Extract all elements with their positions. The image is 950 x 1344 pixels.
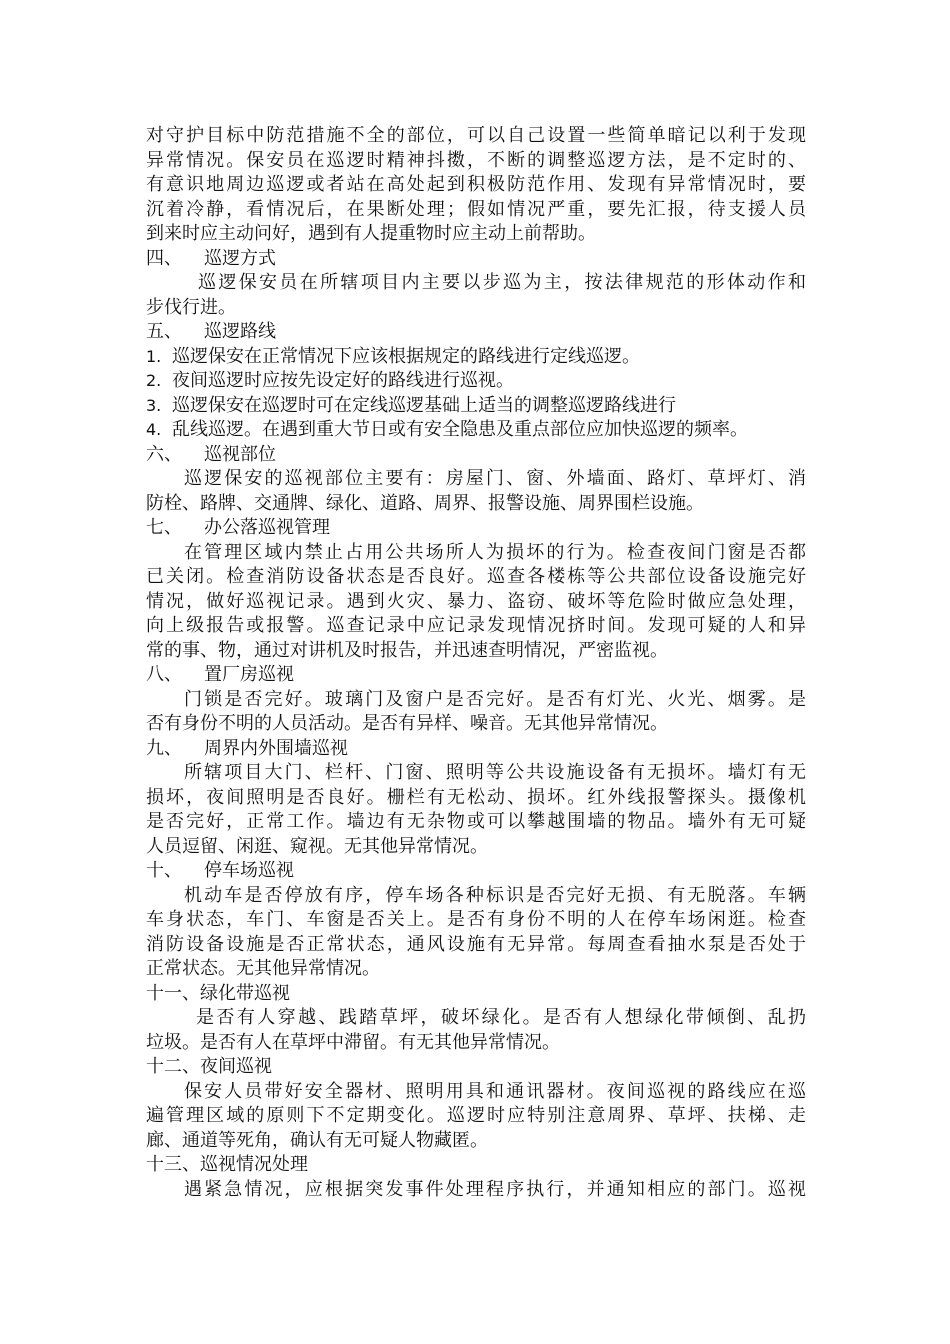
section-title: 停车场巡视 <box>204 860 294 881</box>
list-item <box>146 345 806 370</box>
paragraph-line: 是否有人穿越、践踏草坪，破坏绿化。是否有人想绿化带倾倒、乱扔 <box>196 1007 806 1028</box>
section-title: 办公落巡视管理 <box>204 517 330 538</box>
section-title: 巡逻方式 <box>204 247 276 269</box>
paragraph-line: 保安人员带好安全器材、照明用具和通讯器材。夜间巡视的路线应在巡 <box>184 1080 806 1102</box>
section-number: 九、 <box>146 737 182 759</box>
paragraph-line: 遍管理区域的原则下不定期变化。巡逻时应特别注意周界、草坪、扶梯、走 <box>146 1105 806 1126</box>
paragraph-line: 机动车是否停放有序，停车场各种标识是否完好无损、有无脱落。车辆 <box>184 884 806 906</box>
paragraph-line: 异常情况。保安员在巡逻时精神抖擞，不断的调整巡逻方法，是不定时的、 <box>146 149 806 171</box>
list-item-text: 巡逻保安在巡逻时可在定线巡逻基础上适当的调整巡逻路线进行 <box>172 394 676 416</box>
paragraph-line: 消防设备设施是否正常状态，通风设施有无异常。每周查看抽水泵是否处于 <box>146 933 806 955</box>
paragraph-line: 对守护目标中防范措施不全的部位，可以自己设置一些简单暗记以利于发现 <box>146 125 806 146</box>
section-heading-8 <box>146 663 806 688</box>
section-number: 八、 <box>146 664 182 685</box>
paragraph-line: 所辖项目大门、栏杆、门窗、照明等公共设施设备有无损坏。墙灯有无 <box>184 762 806 783</box>
section-title: 巡视情况处理 <box>200 1154 308 1175</box>
paragraph-line: 车身状态，车门、车窗是否关上。是否有身份不明的人在停车场闲逛。检查 <box>146 909 806 930</box>
paragraph-line: 巡逻保安员在所辖项目内主要以步巡为主，按法律规范的形体动作和 <box>198 272 806 293</box>
section-title: 夜间巡视 <box>200 1056 272 1077</box>
list-item <box>146 369 806 394</box>
list-number: 3. <box>146 395 162 415</box>
paragraph-line: 人员逗留、闲逛、窥视。无其他异常情况。 <box>146 835 488 857</box>
section-title: 周界内外围墙巡视 <box>204 737 348 759</box>
paragraph-line: 沉着冷静，看情况后，在果断处理；假如情况严重，要先汇报，待支援人员 <box>146 198 806 220</box>
paragraph-line: 门锁是否完好。玻璃门及窗户是否完好。是否有灯光、火光、烟雾。是 <box>184 688 806 710</box>
section-heading-4 <box>146 247 806 272</box>
paragraph-line: 步伐行进。 <box>146 296 236 318</box>
section-title: 巡视部位 <box>204 443 276 465</box>
section-heading-9 <box>146 737 806 762</box>
paragraph-line: 已关闭。检查消防设备状态是否良好。巡查各楼栋等公共部位设备设施完好 <box>146 566 806 587</box>
paragraph-line: 常的事、物，通过对讲机及时报告，并迅速查明情况，严密监视。 <box>146 639 668 661</box>
paragraph-line: 向上级报告或报警。巡查记录中应记录发现情况挤时间。发现可疑的人和异 <box>146 615 806 636</box>
section-title: 置厂房巡视 <box>204 664 294 685</box>
paragraph-line: 在管理区域内禁止占用公共场所人为损坏的行为。检查夜间门窗是否都 <box>184 541 806 563</box>
list-item-text: 夜间巡逻时应按先设定好的路线进行巡视。 <box>172 370 514 391</box>
paragraph-line: 垃圾。是否有人在草坪中滞留。有无其他异常情况。 <box>146 1031 560 1053</box>
paragraph-line: 正常状态。无其他异常情况。 <box>146 958 380 979</box>
paragraph-line: 遇紧急情况，应根据突发事件处理程序执行，并通知相应的部门。巡视 <box>184 1178 806 1200</box>
section-heading-5 <box>146 320 806 345</box>
document-body <box>146 124 806 1202</box>
list-item <box>146 394 806 419</box>
paragraph-line: 损坏，夜间照明是否良好。栅栏有无松动、损坏。红外线报警探头。摄像机 <box>146 786 806 808</box>
list-number: 2. <box>146 371 162 390</box>
section-number: 六、 <box>146 443 182 465</box>
section-number: 十、 <box>146 860 182 881</box>
paragraph-line: 否有身份不明的人员活动。是否有异样、噪音。无其他异常情况。 <box>146 713 668 734</box>
section-number: 十二、 <box>146 1056 200 1077</box>
section-number: 四、 <box>146 247 182 269</box>
section-number: 十三、 <box>146 1154 200 1175</box>
list-item-text: 乱线巡逻。在遇到重大节日或有安全隐患及重点部位应加快巡逻的频率。 <box>172 419 748 440</box>
section-heading-10 <box>146 859 806 884</box>
list-item <box>146 418 806 443</box>
paragraph-line: 是否完好，正常工作。墙边有无杂物或可以攀越围墙的物品。墙外有无可疑 <box>146 811 806 832</box>
paragraph-line: 情况，做好巡视记录。遇到火灾、暴力、盗窃、破坏等危险时做应急处理， <box>146 590 806 612</box>
section-heading-11 <box>146 982 806 1007</box>
section-number: 七、 <box>146 517 182 538</box>
section-heading-6 <box>146 443 806 468</box>
section-heading-13 <box>146 1153 806 1178</box>
section-heading-12 <box>146 1055 806 1080</box>
section-heading-7 <box>146 516 806 541</box>
section-title: 巡逻路线 <box>204 321 276 342</box>
section-number: 十一、 <box>146 982 200 1004</box>
list-number: 4. <box>146 420 162 439</box>
paragraph-line: 有意识地周边巡逻或者站在高处起到积极防范作用、发现有异常情况时，要 <box>146 174 806 195</box>
paragraph-line: 防栓、路牌、交通牌、绿化、道路、周界、报警设施、周界围栏设施。 <box>146 492 704 514</box>
list-item-text: 巡逻保安在正常情况下应该根据规定的路线进行定线巡逻。 <box>172 345 640 367</box>
paragraph-line: 巡逻保安的巡视部位主要有：房屋门、窗、外墙面、路灯、草坪灯、消 <box>184 468 806 489</box>
paragraph-line: 廊、通道等死角，确认有无可疑人物藏匿。 <box>146 1129 488 1151</box>
paragraph-line: 到来时应主动问好，遇到有人提重物时应主动上前帮助。 <box>146 223 596 244</box>
section-number: 五、 <box>146 321 182 342</box>
section-title: 绿化带巡视 <box>200 982 290 1004</box>
list-number: 1. <box>146 346 162 366</box>
